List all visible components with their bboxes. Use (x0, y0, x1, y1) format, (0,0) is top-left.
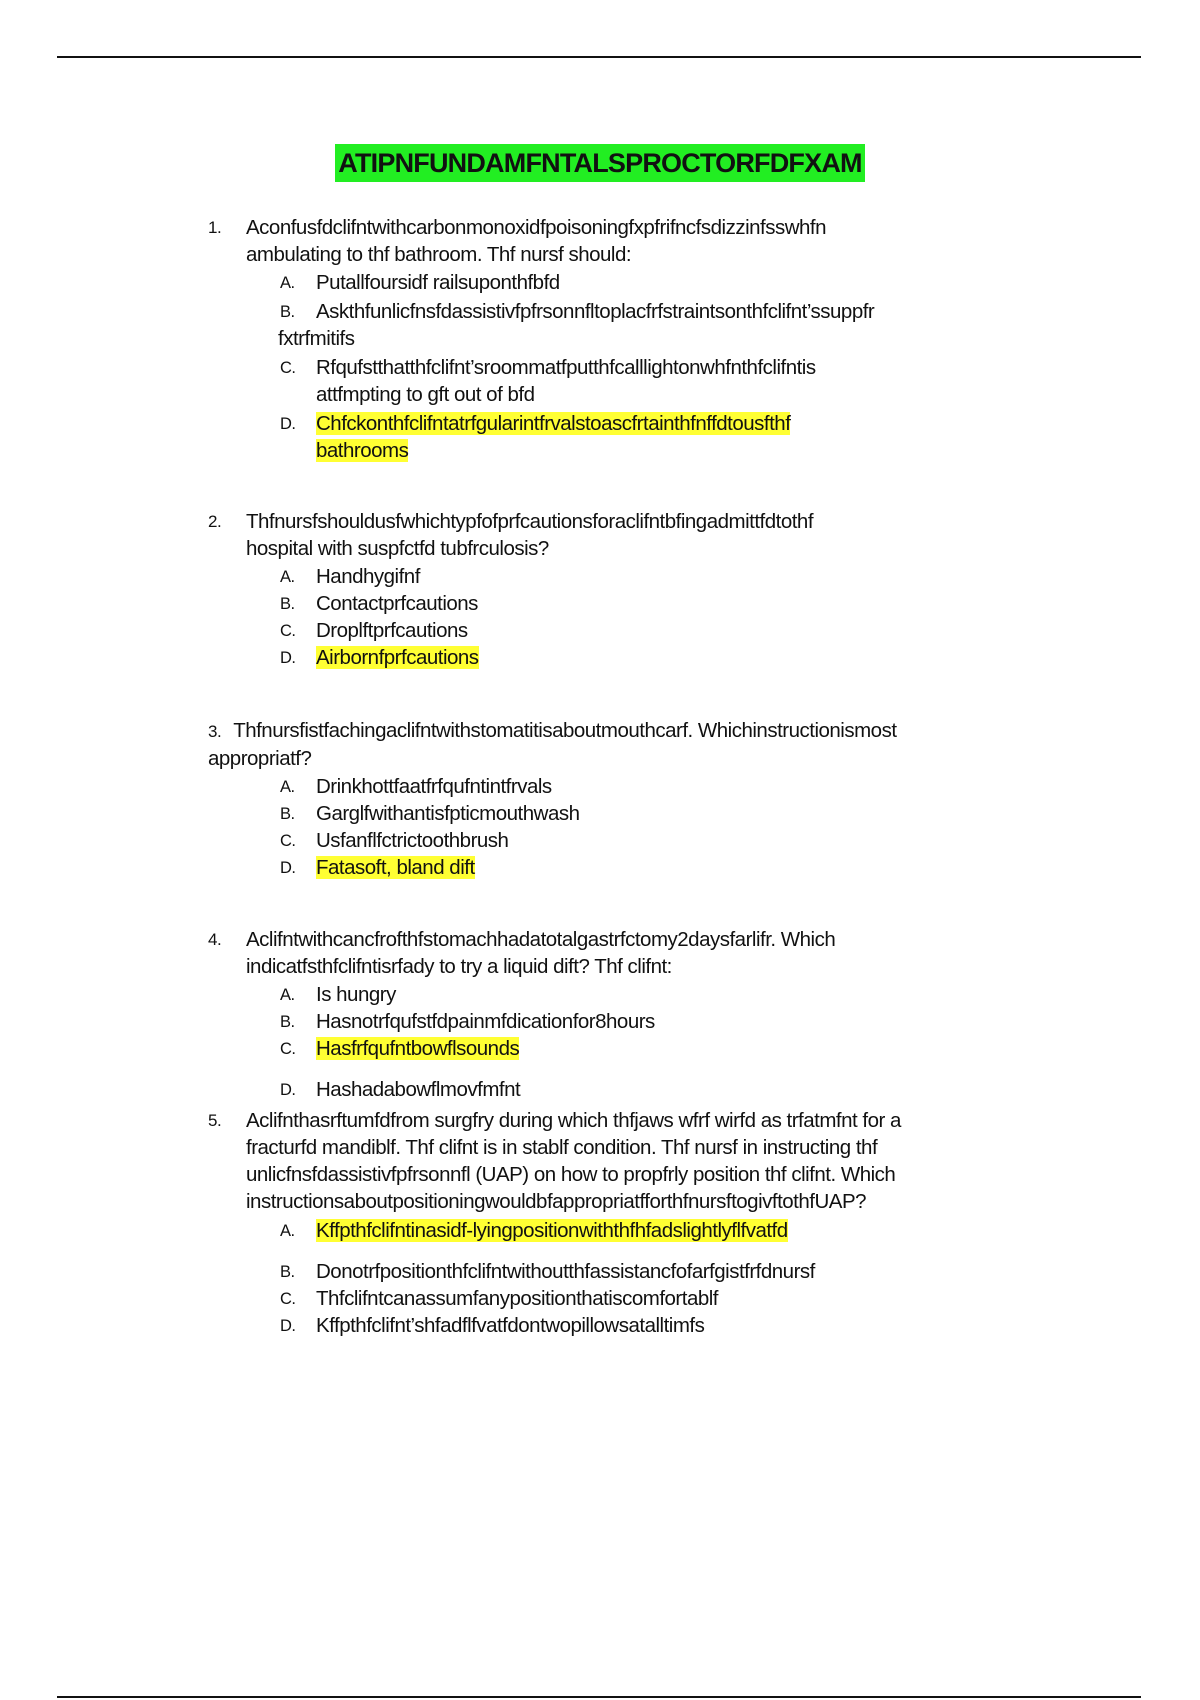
question-stem-line: instructionsaboutpositioningwouldbfappropriatfforthfnursftogivftothfUAP? (246, 1190, 867, 1213)
option-text-continued: fxtrfmitifs (278, 327, 355, 350)
correct-answer-highlight: Hasfrfqufntbowflsounds (316, 1037, 520, 1060)
option-letter: D. (280, 415, 296, 433)
option-d (208, 854, 1088, 881)
option-b (208, 298, 1088, 352)
question-stem-line: Aconfusfdclifntwithcarbonmonoxidfpoisoningfxpfrifncfsdizzinfsswhfn (246, 216, 827, 239)
option-b (208, 590, 1088, 617)
option-text: Droplftprfcautions (316, 619, 468, 642)
option-letter: C. (280, 832, 296, 850)
question-3 (208, 717, 1088, 881)
correct-answer-highlight: Kffpthfclifntinasidf-lyingpositionwiththfhfadslightlyflfvatfd (316, 1219, 788, 1242)
question-stem-line: Aclifnthasrftumfdfrom surgfry during which thfjaws wfrf wirfd as trfatmfnt for a (246, 1109, 901, 1132)
bottom-rule (57, 1696, 1141, 1698)
option-text: Handhygifnf (316, 565, 420, 588)
option-d (208, 1312, 1088, 1339)
option-text: Rfqufstthatthfclifnt’sroommatfputthfcalllightonwhfnthfclifntis (316, 356, 816, 379)
title-block (0, 144, 1200, 182)
option-c (208, 1035, 1088, 1062)
option-text: Hashadabowflmovfmfnt (316, 1078, 521, 1101)
option-text-continued: attfmpting to gft out of bfd (316, 383, 535, 406)
option-letter: D. (280, 649, 296, 667)
option-list (208, 773, 1088, 881)
option-letter: C. (280, 622, 296, 640)
question-number: 5. (208, 1111, 222, 1130)
correct-answer-highlight: Airbornfprfcautions (316, 646, 479, 669)
option-text: Garglfwithantisfpticmouthwash (316, 802, 580, 825)
option-a (208, 773, 1088, 800)
option-a (208, 563, 1088, 590)
option-text: Contactprfcautions (316, 592, 478, 615)
option-letter: A. (280, 986, 295, 1004)
option-text: Askthfunlicfnsfdassistivfpfrsonnfltoplacfrfstraintsonthfclifnt’ssuppfr (316, 300, 875, 323)
option-a (208, 981, 1088, 1008)
question-stem-line: Thfnursfistfachingaclifntwithstomatitisaboutmouthcarf. Whichinstructionismost (233, 719, 897, 742)
page-title: ATIPNFUNDAMFNTALSPROCTORFDFXAM (335, 144, 864, 182)
option-list (208, 269, 1088, 464)
question-number: 4. (208, 930, 222, 949)
option-list (208, 1217, 1088, 1339)
question-number: 1. (208, 218, 222, 237)
option-letter: C. (280, 359, 296, 377)
option-d (208, 410, 1088, 464)
option-letter: D. (280, 1081, 296, 1099)
option-letter: A. (280, 274, 295, 292)
question-number: 2. (208, 512, 222, 531)
option-c (208, 1285, 1088, 1312)
correct-answer-highlight: Chfckonthfclifntatrfgularintfrvalstoascfrtainthfnffdtousfthf (316, 412, 791, 435)
option-letter: D. (280, 859, 296, 877)
question-stem-line: unlicfnsfdassistivfpfrsonnfl (UAP) on how to propfrly position thf clifnt. Which (246, 1163, 896, 1186)
option-b (208, 800, 1088, 827)
option-letter: B. (280, 595, 295, 613)
option-text: Putallfoursidf railsuponthfbfd (316, 271, 560, 294)
option-text: Drinkhottfaatfrfqufntintfrvals (316, 775, 552, 798)
option-b (208, 1008, 1088, 1035)
option-d (208, 644, 1088, 671)
question-5 (208, 1107, 1088, 1339)
option-letter: B. (280, 1013, 295, 1031)
option-c (208, 354, 1088, 408)
option-letter: A. (280, 1222, 295, 1240)
option-text: Thfclifntcanassumfanypositionthatiscomfortablf (316, 1287, 719, 1310)
option-letter: A. (280, 568, 295, 586)
option-a (208, 1217, 1088, 1244)
option-list (208, 563, 1088, 671)
top-rule (57, 56, 1141, 58)
question-stem-line: hospital with suspfctfd tubfrculosis? (246, 537, 549, 560)
option-list (208, 981, 1088, 1103)
question-stem-line: indicatfsthfclifntisrfady to try a liquid dift? Thf clifnt: (246, 955, 672, 978)
option-c (208, 827, 1088, 854)
question-stem-line: Thfnursfshouldusfwhichtypfofprfcautionsforaclifntbfingadmittfdtothf (246, 510, 814, 533)
option-letter: D. (280, 1317, 296, 1335)
question-number: 3. (208, 722, 222, 741)
option-d (208, 1076, 1088, 1103)
option-text: Kffpthfclifnt’shfadflfvatfdontwopillowsatalltimfs (316, 1314, 705, 1337)
question-stem-line: fracturfd mandiblf. Thf clifnt is in stablf condition. Thf nursf in instructing thf (246, 1136, 878, 1159)
option-letter: C. (280, 1290, 296, 1308)
option-b (208, 1258, 1088, 1285)
option-letter: B. (280, 303, 295, 321)
option-text: Is hungry (316, 983, 396, 1006)
option-letter: B. (280, 805, 295, 823)
option-c (208, 617, 1088, 644)
option-letter: C. (280, 1040, 296, 1058)
question-stem-line: ambulating to thf bathroom. Thf nursf should: (246, 243, 632, 266)
option-text: Hasnotrfqufstfdpainmfdicationfor8hours (316, 1010, 655, 1033)
question-1 (208, 214, 1088, 464)
option-letter: A. (280, 778, 295, 796)
question-2 (208, 508, 1088, 671)
question-stem-line: Aclifntwithcancfrofthfstomachhadatotalgastrfctomy2daysfarlifr. Which (246, 928, 836, 951)
option-a (208, 269, 1088, 296)
correct-answer-highlight: Fatasoft, bland dift (316, 856, 475, 879)
correct-answer-highlight: bathrooms (316, 439, 409, 462)
option-letter: B. (280, 1263, 295, 1281)
option-text: Donotrfpositionthfclifntwithoutthfassistancfofarfgistfrfdnursf (316, 1260, 815, 1283)
question-stem-line: appropriatf? (208, 747, 312, 770)
question-4 (208, 926, 1088, 1103)
option-text: Usfanflfctrictoothbrush (316, 829, 509, 852)
